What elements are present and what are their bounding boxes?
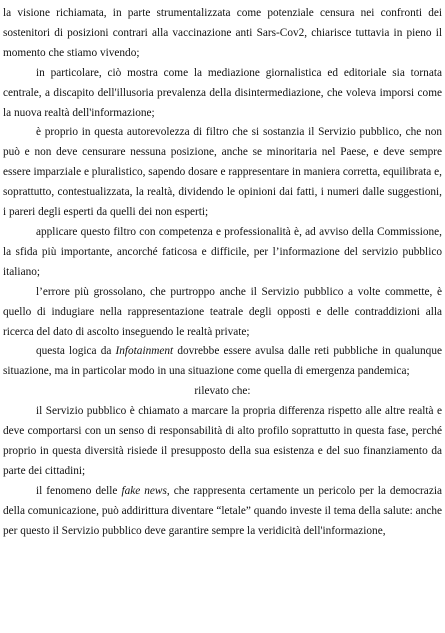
- paragraph-6-text-end: dovrebbe essere avulsa dalle reti pubbliche in qualunque situazione, ma in particolar modo in una situazione come quella di emergenza pandemica;: [3, 345, 442, 378]
- paragraph-1: la visione richiamata, in parte strumentalizzata come potenziale censura nei confronti dei sostenitori di posizioni contrari alla vaccinazione anti Sars-Cov2, chiarisce tuttavia in pieno il momento che stiamo vivendo;: [3, 7, 442, 59]
- paragraph-2: in particolare, ciò mostra come la mediazione giornalistica ed editoriale sia tornata centrale, a discapito dell'illusoria prevalenza della disintermediazione, che voleva imporsi come la nuova realtà dell'informazione;: [3, 66, 442, 119]
- paragraph-6-text-start: questa logica da: [36, 345, 116, 358]
- paragraph-3: è proprio in questa autorevolezza di filtro che si sostanzia il Servizio pubblico, che non può e non deve censurare nessuna posizione, anche se minoritaria nel Paese, e deve sempre essere imparziale e pluralistico, sapendo dosare e rappresentare in maniera corretta, equilibrata e, soprattutto, contestualizzata, la realtà, dividendo le opinioni dai fatti, i numeri dalle suggestioni, i pareri degli esperti da quelli dei non esperti;: [3, 126, 442, 219]
- infotainment-term: Infotainment: [115, 345, 174, 358]
- paragraph-8-text-end: , che rappresenta certamente un pericolo per la democrazia della comunicazione, può addirittura diventare “letale” quando investe il tema della salute: anche per questo il Servizio pubblico deve garantire sempre la veridicità dell'informazione,: [3, 484, 442, 537]
- paragraph-5: l’errore più grossolano, che purtroppo anche il Servizio pubblico a volte commette, è quello di indugiare nella rappresentazione teatrale degli opposti e delle contraddizioni alla ricerca del dato di ascolto inseguendo le realtà private;: [3, 285, 442, 338]
- paragraph-6: [3, 342, 442, 382]
- fake-news-term: fake news: [121, 484, 167, 497]
- paragraph-7: il Servizio pubblico è chiamato a marcare la propria differenza rispetto alle altre realtà e deve comportarsi con un senso di responsabilità di alto profilo soprattutto in questa fase, perché proprio in questa diversità risiede il presupposto della sua esistenza e del suo finanziamento da parte dei cittadini;: [3, 405, 442, 477]
- paragraph-4: applicare questo filtro con competenza e professionalità è, ad avviso della Commissione, la sfida più importante, ancorché faticosa e difficile, per l’informazione del servizio pubblico italiano;: [3, 225, 442, 278]
- section-heading: rilevato che:: [194, 385, 251, 398]
- paragraph-8: [3, 482, 442, 542]
- paragraph-8-text-start: il fenomeno delle: [36, 484, 122, 497]
